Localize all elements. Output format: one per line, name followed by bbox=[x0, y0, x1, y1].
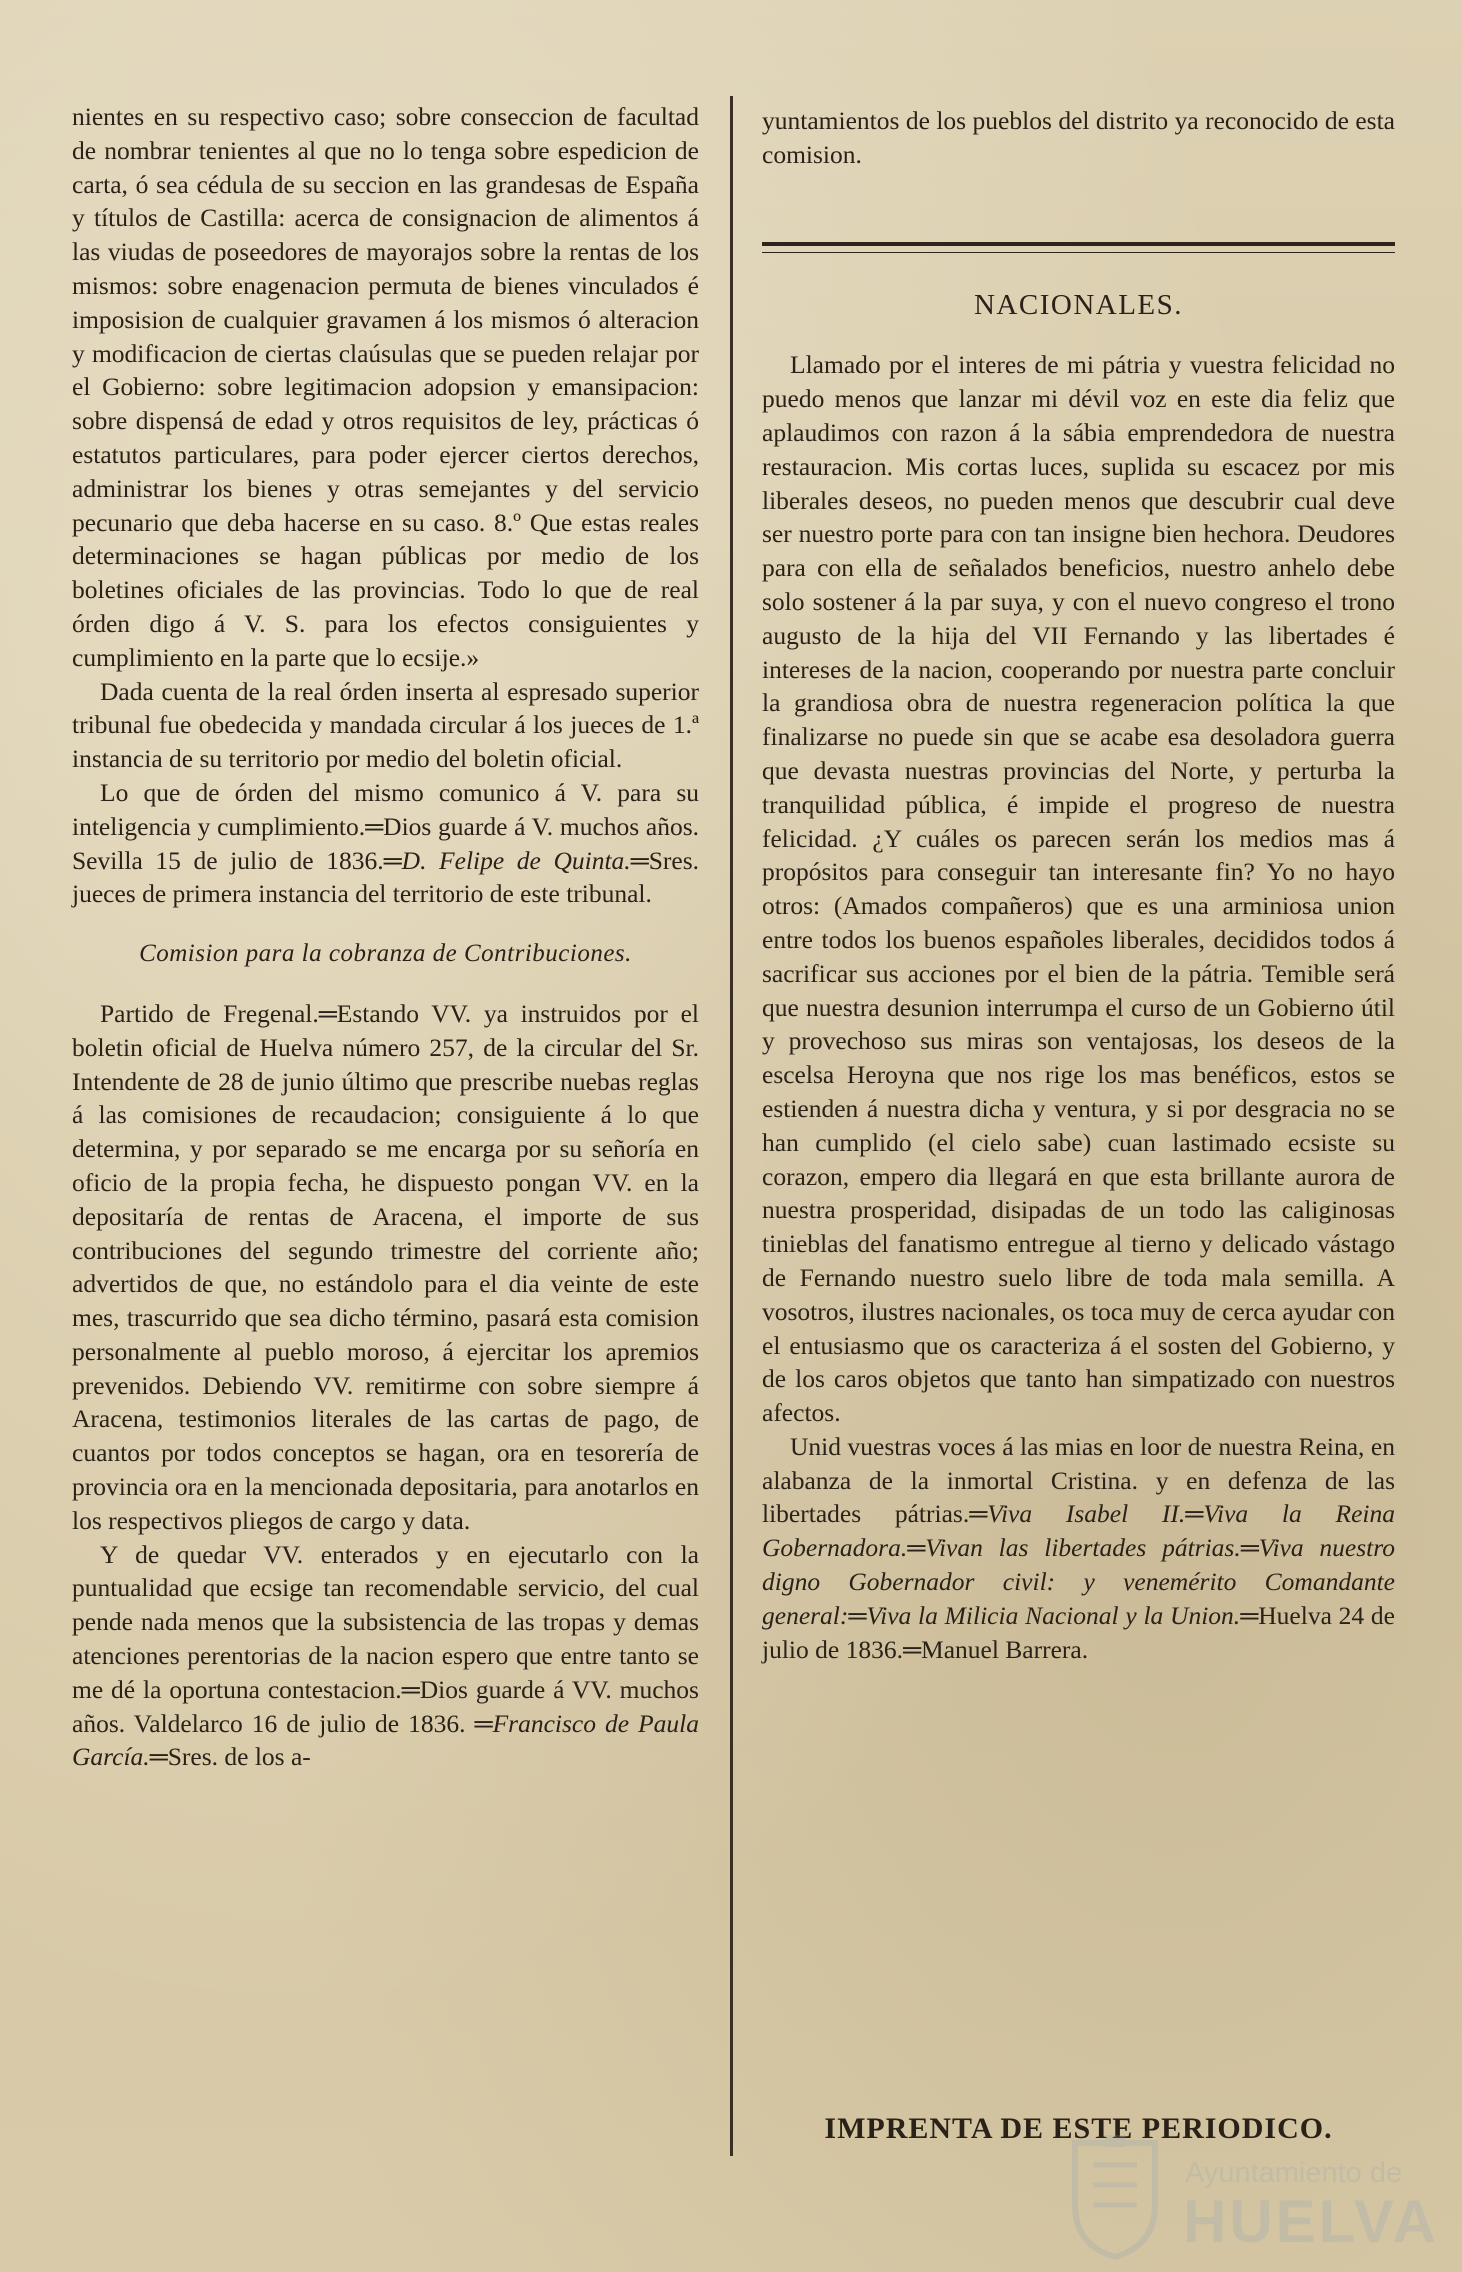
left-paragraph-partido: Partido de Fregenal.═Estando VV. ya instruidos por el boletin oficial de Huelva número 257, de la circular del Sr. Intendente de 28 de junio último que prescribe nuebas reglas á las comisiones de recaudacion; consiguiente á lo que determina, y por separado se me encarga por su señoría en oficio de la propia fecha, he dispuesto pongan VV. en la depositaría de rentas de Aracena, el importe de sus contribuciones del segundo trimestre del corriente año; advertidos de que, no estándolo para el dia veinte de este mes, trascurrido que sea dicho término, pasará esta comision personalmente al pueblo moroso, á ejercitar los apremios prevenidos. Debiendo VV. remitirme con sobre siempre á Aracena, testimonios literales de las cartas de pago, de cuantos por todos conceptos se hagan, ora en tesorería de provincia ora en la mencionada depositaria, para anotarlos en los respectivos pliegos de cargo y data. bbox=[72, 998, 699, 1535]
left-paragraph-continuation: nientes en su respectivo caso; sobre conseccion de facultad de nombrar tenientes al que no lo tenga sobre espedicion de carta, ó sea cédula de su seccion en las grandesas de España y títulos de Castilla: acerca de consignacion de alimentos á las viudas de poseedores de mayorajos sobre la rentas de los mismos: sobre enagenacion permuta de bienes vinculados é imposision de cualquier gravamen á los mismos ó alteracion y modificacion de ciertas claúsulas que se pueden relajar por el Gobierno: sobre legitimacion adopsion y emansipacion: sobre dispensá de edad y otros requisitos de ley, prácticas ó estatutos particulares, para poder ejercer ciertos derechos, administrar los bienes y otras semejantes y del servicio pecunario que deba hacerse en su caso. 8.º Que estas reales determinaciones se hagan públicas por medio de los boletines oficiales de las provincias. Todo lo que de real órden digo á V. S. para los efectos consiguientes y cumplimiento en la parte que lo ecsije.» bbox=[72, 102, 699, 672]
left-paragraph-y-de-quedar bbox=[72, 1538, 699, 1775]
heading-nacionales: NACIONALES. bbox=[973, 288, 1184, 321]
section-double-rule bbox=[762, 242, 1395, 253]
right-column bbox=[762, 104, 1395, 1666]
unid-closing: ═Huelva 24 de julio de 1836.═Manuel Barrera. bbox=[762, 1600, 1396, 1664]
addressee-garcia: ═Sres. de los a- bbox=[149, 1742, 311, 1772]
lo-que-text: Lo que de órden del mismo comunico á V. para su inteligencia y cumplimiento.═Dios guarde á V. muchos años. Sevilla 15 de julio de 1836.═ bbox=[72, 777, 699, 875]
signature-quinta: D. Felipe de Quinta. bbox=[401, 845, 631, 875]
left-column bbox=[72, 100, 699, 1774]
addressee-quinta: ═Sres. jueces de primera instancia del territorio de este tribunal. bbox=[72, 845, 700, 909]
heading-comision-contribuciones: Comision para la cobranza de Contribuciones. bbox=[139, 940, 632, 968]
y-de-quedar-text: Y de quedar VV. enterados y en ejecutarlo con la puntualidad que ecsige tan recomendable servicio, del cual pende nada menos que la subsistencia de las tropas y demas atenciones perentorias de la nacion espero que entre tanto se me dé la oportuna contestacion.═Dios guarde á VV. muchos años. Valdelarco 16 de julio de 1836. bbox=[72, 1539, 699, 1738]
archive-watermark bbox=[1065, 2135, 1445, 2265]
unid-vivas: ═Viva Isabel II.═Viva la Reina Gobernadora.═Vivan las libertades pátrias.═Viva nuestro digno Gobernador civil: y venemérito Comandante general:═Viva la Milicia Nacional y la Union. bbox=[762, 1499, 1395, 1630]
watermark-line1: Ayuntamiento de bbox=[1185, 2157, 1403, 2189]
signature-garcia: ═Francisco de Paula García. bbox=[72, 1708, 699, 1772]
right-paragraph-continuation: yuntamientos de los pueblos del distrito ya reconocido de esta comision. bbox=[762, 106, 1395, 169]
unid-text: Unid vuestras voces á las mias en loor de nuestra Reina, en alabanza de la inmortal Cristina. y en defenza de las libertades pátrias. bbox=[762, 1431, 1395, 1529]
left-paragraph-lo-que bbox=[72, 776, 699, 911]
imprint-line: IMPRENTA DE ESTE PERIODICO. bbox=[824, 2112, 1333, 2145]
column-divider bbox=[730, 96, 733, 2156]
left-paragraph-dada-cuenta: Dada cuenta de la real órden inserta al espresado superior tribunal fue obedecida y mandada circular á los jueces de 1.ª instancia de su territorio por medio del boletin oficial. bbox=[72, 676, 699, 774]
right-paragraph-unid bbox=[762, 1430, 1395, 1667]
right-paragraph-llamado: Llamado por el interes de mi pátria y vuestra felicidad no puedo menos que lanzar mi dévil voz en este dia feliz que aplaudimos con razon á la sábia emprendedora de nuestra restauracion. Mis cortas luces, suplida su escacez por mis liberales deseos, no pueden menos que descubrir cual deve ser nuestro porte para con tan insigne bien hechora. Deudores para con ella de señalados beneficios, nuestro anhelo debe solo sostener á la par suya, y con el nuevo congreso el trono augusto de la hija del VII Fernando y las libertades é intereses de la nacion, cooperando por nuestra parte concluir la grandiosa obra de nuestra regeneracion política la que finalizarse no puede sin que se acabe esa desoladora guerra que devasta nuestras provincias del Norte, y perturba la tranquilidad pública, é impide el progreso de nuestra felicidad. ¿Y cuáles os parecen serán los medios mas á propósitos para conseguir tan interesante fin? Yo no hayo otros: (Amados compañeros) que es una arminiosa union entre todos los buenos españoles liberales, decididos todos á sacrificar sus acciones por el bien de la pátria. Temible será que nuestra desunion interrumpa el curso de un Gobierno útil y provechoso sus miras son ventajosas, los deseos de la escelsa Heroyna que nos rige los mas benéficos, estos se estienden á nuestra dicha y ventura, y si por desgracia no se han cumplido (el cielo sabe) cuan lastimado ecsiste su corazon, empero dia llegará en que esta brillante aurora de nuestra prosperidad, disipadas de un todo las caliginosas tinieblas del fanatismo entregue al tierno y delicado vástago de Fernando nuestro suelo libre de toda mala semilla. A vosotros, ilustres nacionales, os toca muy de cerca ayudar con el entusiasmo que os caracteriza á el sosten del Gobierno, y de los caros objetos que tanto han simpatizado con nuestros afectos. bbox=[762, 350, 1395, 1428]
watermark-line2: HUELVA bbox=[1183, 2188, 1439, 2255]
coat-of-arms-icon bbox=[1065, 2135, 1165, 2260]
